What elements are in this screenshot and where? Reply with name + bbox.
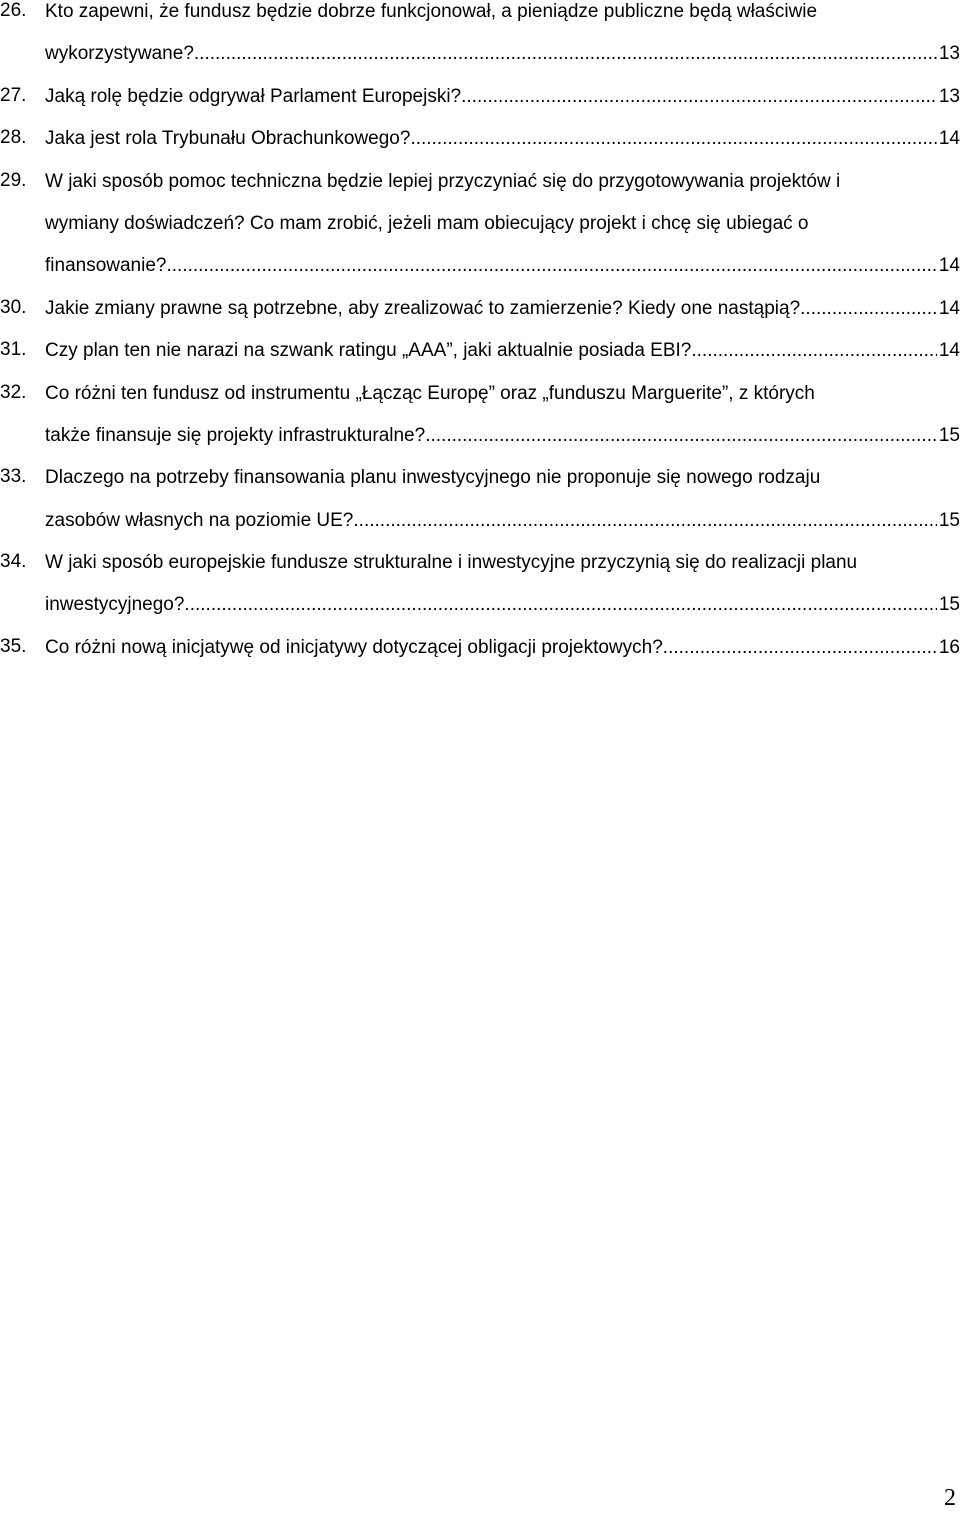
toc-entry-number: 28. bbox=[0, 127, 27, 149]
toc-page-number: 15 bbox=[938, 509, 960, 531]
toc-page-number: 13 bbox=[938, 43, 960, 65]
toc-entry-last-line bbox=[45, 509, 960, 551]
dot-leader bbox=[184, 593, 936, 617]
toc-entry-34[interactable] bbox=[0, 551, 960, 636]
toc-entry-last-line bbox=[45, 254, 960, 296]
toc-entry-text: finansowanie? bbox=[45, 255, 167, 277]
toc-entry-text: Jaką rolę będzie odgrywał Parlament Europejski? bbox=[45, 85, 462, 107]
toc-entry-35[interactable] bbox=[0, 636, 960, 678]
dot-leader bbox=[663, 636, 937, 660]
toc-entry-text: Czy plan ten nie narazi na szwank ratingu „AAA”, jaki aktualnie posiada EBI? bbox=[45, 340, 692, 362]
toc-entry-text: Jaka jest rola Trybunału Obrachunkowego? bbox=[45, 128, 411, 150]
toc-entry-30[interactable] bbox=[0, 297, 960, 339]
toc-entry-number: 29. bbox=[0, 169, 27, 191]
dot-leader bbox=[800, 297, 937, 321]
toc-entry-31[interactable] bbox=[0, 339, 960, 381]
page-number: 2 bbox=[944, 1485, 956, 1511]
dot-leader bbox=[691, 339, 937, 363]
toc-page-number: 16 bbox=[938, 636, 960, 658]
toc-entry-33[interactable] bbox=[0, 466, 960, 551]
toc-entry-text: Co różni nową inicjatywę od inicjatywy dotyczącej obligacji projektowych? bbox=[45, 636, 663, 658]
toc-entry-number: 30. bbox=[0, 296, 27, 318]
toc-entry-text-line: W jaki sposób pomoc techniczna będzie lepiej przyczyniać się do przygotowywania projektów i bbox=[45, 170, 841, 192]
toc-entry-text: inwestycyjnego? bbox=[45, 594, 185, 616]
toc-entry-number: 35. bbox=[0, 635, 27, 657]
toc-entry-28[interactable] bbox=[0, 127, 960, 169]
toc-entry-text: Jakie zmiany prawne są potrzebne, aby zrealizować to zamierzenie? Kiedy one nastąpią? bbox=[45, 297, 801, 319]
dot-leader bbox=[461, 85, 937, 109]
toc-page-number: 14 bbox=[938, 297, 960, 319]
toc-entry-text-line: Kto zapewni, że fundusz będzie dobrze funkcjonował, a pieniądze publiczne będą właściwie bbox=[45, 1, 818, 22]
toc-entry-32[interactable] bbox=[0, 382, 960, 467]
dot-leader bbox=[166, 254, 936, 278]
toc-page-number: 15 bbox=[938, 594, 960, 616]
toc-page-number: 14 bbox=[938, 255, 960, 277]
dot-leader bbox=[353, 509, 936, 533]
toc-entry-last-line bbox=[45, 42, 960, 84]
toc-entry-text: wykorzystywane? bbox=[45, 43, 194, 65]
toc-entry-last-line bbox=[45, 424, 960, 466]
toc-page-number: 13 bbox=[938, 85, 960, 107]
toc-entry-number: 33. bbox=[0, 466, 27, 488]
toc-entry-number: 27. bbox=[0, 84, 27, 106]
toc-entry-27[interactable] bbox=[0, 85, 960, 127]
toc-entry-last-line bbox=[45, 339, 960, 381]
toc-entry-number: 31. bbox=[0, 339, 27, 361]
dot-leader bbox=[194, 42, 937, 66]
toc-entry-number: 34. bbox=[0, 551, 27, 573]
toc-entry-last-line bbox=[45, 593, 960, 635]
toc-entry-number: 32. bbox=[0, 381, 27, 403]
toc-entry-text-line: Co różni ten fundusz od instrumentu „Łącząc Europę” oraz „funduszu Marguerite”, z których bbox=[45, 382, 815, 404]
toc-entry-29[interactable] bbox=[0, 170, 960, 297]
toc-entry-text-line: W jaki sposób europejskie fundusze strukturalne i inwestycyjne przyczynią się do realizacji planu bbox=[45, 552, 858, 574]
toc-entry-26[interactable] bbox=[0, 0, 960, 85]
table-of-contents bbox=[0, 0, 960, 678]
toc-entry-last-line bbox=[45, 127, 960, 169]
toc-entry-last-line bbox=[45, 636, 960, 678]
toc-entry-last-line bbox=[45, 85, 960, 127]
toc-entry-text: zasobów własnych na poziomie UE? bbox=[45, 509, 354, 531]
toc-entry-last-line bbox=[45, 297, 960, 339]
toc-entry-text: także finansuje się projekty infrastrukturalne? bbox=[45, 424, 426, 446]
toc-entry-text-line: wymiany doświadczeń? Co mam zrobić, jeżeli mam obiecujący projekt i chcę się ubiegać o bbox=[45, 212, 809, 234]
toc-entry-number: 26. bbox=[0, 0, 27, 21]
toc-page-number: 14 bbox=[938, 128, 960, 150]
toc-entry-text-line: Dlaczego na potrzeby finansowania planu inwestycyjnego nie proponuje się nowego rodzaju bbox=[45, 467, 821, 489]
dot-leader bbox=[425, 424, 937, 448]
toc-page-number: 15 bbox=[938, 424, 960, 446]
toc-page-number: 14 bbox=[938, 340, 960, 362]
dot-leader bbox=[410, 127, 936, 151]
